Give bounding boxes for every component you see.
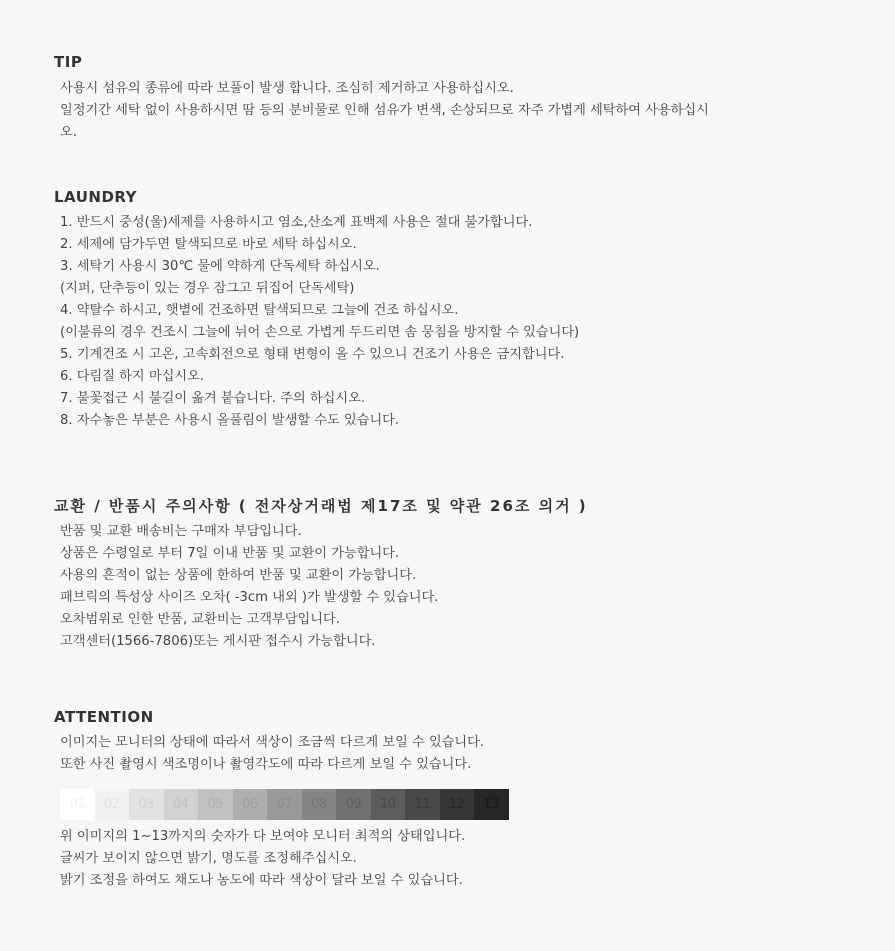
tip-section	[54, 52, 884, 144]
laundry-line: 4. 약탈수 하시고, 햇볕에 건조하면 탈색되므로 그늘에 건조 하십시오.	[60, 303, 459, 318]
exchange-line: 오차범위로 인한 반품, 교환비는 고객부담입니다.	[60, 612, 340, 627]
attention-line: 위 이미지의 1~13까지의 숫자가 다 보여야 모니터 최적의 상태입니다.	[60, 829, 466, 844]
laundry-line: 7. 불꽃접근 시 불길이 옮겨 붙습니다. 주의 하십시오.	[60, 391, 366, 406]
exchange-line: 고객센터(1566-7806)또는 게시판 접수시 가능합니다.	[60, 634, 376, 649]
tip-line: 오.	[60, 125, 77, 140]
gray-scale-cell: 06	[233, 789, 268, 820]
gray-scale-cell: 03	[129, 789, 164, 820]
monitor-gray-scale	[60, 789, 509, 820]
laundry-line: (이불류의 경우 건조시 그늘에 뉘어 손으로 가볍게 두드리면 솜 뭉침을 방지할 수 있습니다)	[60, 325, 580, 340]
gray-scale-cell: 07	[267, 789, 302, 820]
tip-heading: TIP	[54, 53, 83, 71]
gray-scale-cell: 05	[198, 789, 233, 820]
laundry-line: 8. 자수놓은 부분은 사용시 올풀림이 발생할 수도 있습니다.	[60, 413, 400, 428]
laundry-line: 3. 세탁기 사용시 30℃ 물에 약하게 단독세탁 하십시오.	[60, 259, 380, 274]
gray-scale-cell: 10	[371, 789, 406, 820]
tip-line: 사용시 섬유의 종류에 따라 보풀이 발생 합니다. 조심히 제거하고 사용하십시오.	[60, 81, 514, 96]
exchange-section	[54, 496, 884, 653]
gray-scale-cell: 09	[336, 789, 371, 820]
attention-notes	[54, 826, 884, 892]
laundry-line: 2. 세제에 담가두면 탈색되므로 바로 세탁 하십시오.	[60, 237, 357, 252]
attention-line: 또한 사진 촬영시 색조명이나 촬영각도에 따라 다르게 보일 수 있습니다.	[60, 757, 472, 772]
exchange-line: 사용의 흔적이 없는 상품에 한하여 반품 및 교환이 가능합니다.	[60, 568, 417, 583]
exchange-heading: 교환 / 반품시 주의사항 ( 전자상거래법 제17조 및 약관 26조 의거 )	[54, 497, 588, 515]
attention-heading: ATTENTION	[54, 708, 154, 726]
attention-line: 이미지는 모니터의 상태에 따라서 색상이 조금씩 다르게 보일 수 있습니다.	[60, 735, 485, 750]
attention-line: 밝기 조정을 하여도 채도나 농도에 따라 색상이 달라 보일 수 있습니다.	[60, 873, 463, 888]
exchange-line: 상품은 수령일로 부터 7일 이내 반품 및 교환이 가능합니다.	[60, 546, 400, 561]
laundry-heading: LAUNDRY	[54, 188, 137, 206]
gray-scale-cell: 12	[440, 789, 475, 820]
tip-line: 일정기간 세탁 없이 사용하시면 땀 등의 분비물로 인해 섬유가 변색, 손상되므로 자주 가볍게 세탁하여 사용하십시	[60, 103, 709, 118]
attention-line: 글씨가 보이지 않으면 밝기, 명도를 조정해주십시오.	[60, 851, 357, 866]
laundry-line: 6. 다림질 하지 마십시오.	[60, 369, 205, 384]
attention-section	[54, 707, 884, 776]
exchange-line: 패브릭의 특성상 사이즈 오차( -3cm 내외 )가 발생할 수 있습니다.	[60, 590, 439, 605]
gray-scale-cell: 04	[164, 789, 199, 820]
gray-scale-cell: 13	[474, 789, 509, 820]
exchange-line: 반품 및 교환 배송비는 구매자 부담입니다.	[60, 524, 302, 539]
laundry-line: 5. 기계건조 시 고온, 고속회전으로 형태 변형이 올 수 있으니 건조기 사용은 금지합니다.	[60, 347, 565, 362]
gray-scale-cell: 08	[302, 789, 337, 820]
gray-scale-cell: 01	[60, 789, 95, 820]
laundry-section	[54, 187, 884, 432]
laundry-line: (지퍼, 단추등이 있는 경우 잠그고 뒤집어 단독세탁)	[60, 281, 355, 296]
laundry-line: 1. 반드시 중성(울)세제를 사용하시고 염소,산소계 표백제 사용은 절대 불가합니다.	[60, 215, 533, 230]
gray-scale-cell: 11	[405, 789, 440, 820]
gray-scale-cell: 02	[95, 789, 130, 820]
